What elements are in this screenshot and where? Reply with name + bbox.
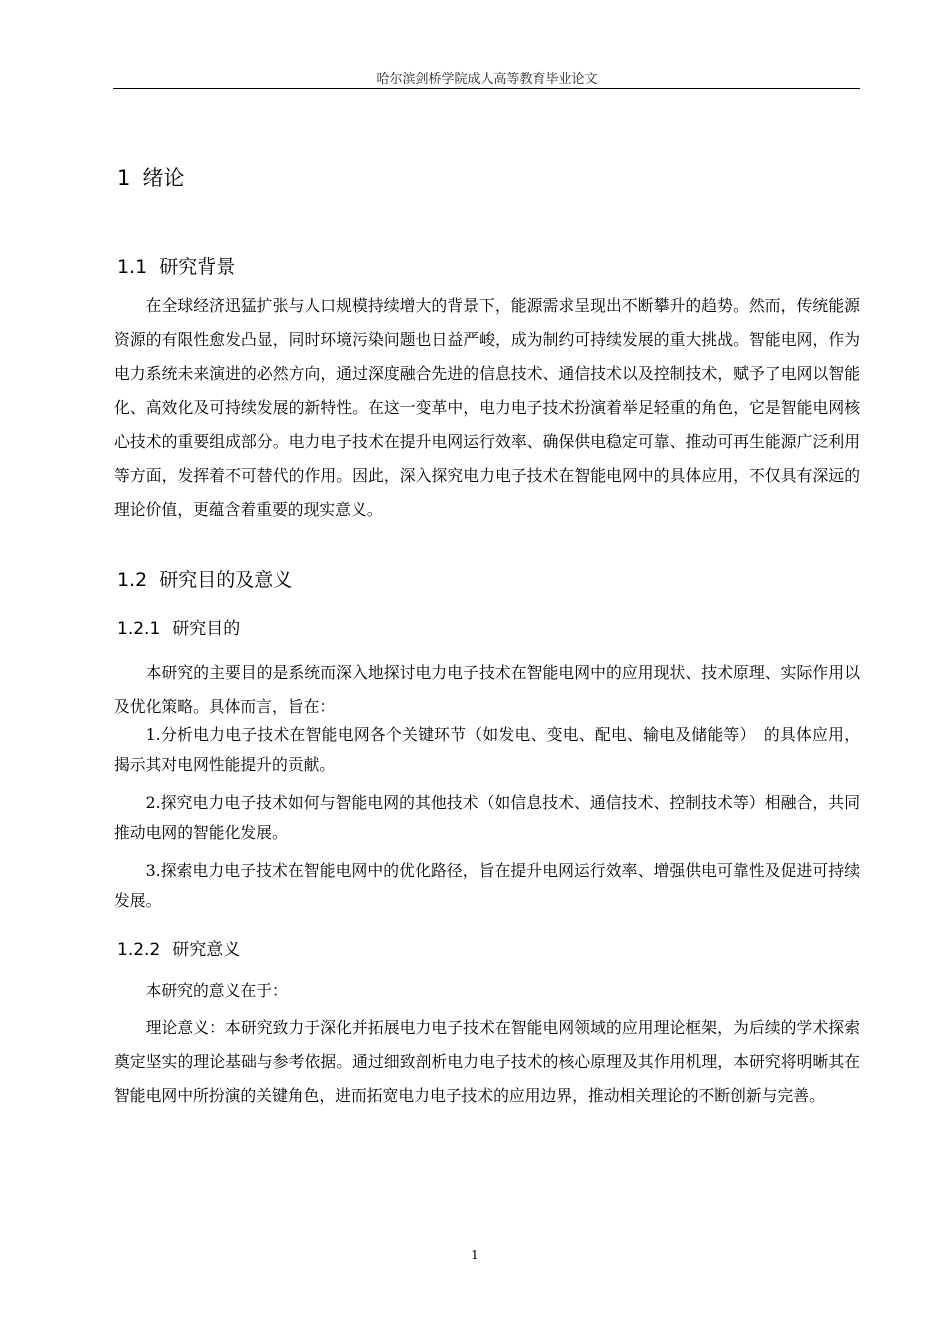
chapter-title: 绪论 <box>142 166 185 190</box>
section-title: 研究背景 <box>159 256 236 278</box>
section-title: 研究目的及意义 <box>159 569 293 591</box>
section-number: 1.2 <box>117 569 148 591</box>
header-divider <box>113 88 860 89</box>
chapter-heading <box>117 162 184 192</box>
running-header: 哈尔滨剑桥学院成人高等教育毕业论文 <box>376 72 598 87</box>
subsection-title: 研究意义 <box>172 940 241 960</box>
section-heading-1-1 <box>117 252 235 279</box>
subsection-heading-1-2-1 <box>117 614 240 639</box>
theoretical-significance-paragraph: 理论意义：本研究致力于深化并拓展电力电子技术在智能电网领域的应用理论框架，为后续的学术探索奠定坚实的理论基础与参考依据。通过细致剖析电力电子技术的核心原理及其作用机理，本研究将明晰其在智能电网中所扮演的关键角色，进而拓宽电力电子技术的应用边界，推动相关理论的不断创新与完善。 <box>114 1018 860 1105</box>
subsection-title: 研究目的 <box>172 619 241 639</box>
subsection-number: 1.2.1 <box>117 619 161 639</box>
purpose-list-item-2: 2.探究电力电子技术如何与智能电网的其他技术（如信息技术、通信技术、控制技术等）相融合，共同推动电网的智能化发展。 <box>114 793 860 842</box>
section-number: 1.1 <box>117 256 148 278</box>
subsection-heading-1-2-2 <box>117 935 240 960</box>
significance-intro-paragraph: 本研究的意义在于： <box>145 981 288 1000</box>
background-paragraph: 在全球经济迅猛扩张与人口规模持续增大的背景下，能源需求呈现出不断攀升的趋势。然而，传统能源资源的有限性愈发凸显，同时环境污染问题也日益严峻，成为制约可持续发展的重大挑战。智能电网，作为电力系统未来演进的必然方向，通过深度融合先进的信息技术、通信技术以及控制技术，赋予了电网以智能化、高效化及可持续发展的新特性。在这一变革中，电力电子技术扮演着举足轻重的角色，它是智能电网核心技术的重要组成部分。电力电子技术在提升电网运行效率、确保供电稳定可靠、推动可再生能源广泛利用等方面，发挥着不可替代的作用。因此，深入探究电力电子技术在智能电网中的具体应用，不仅具有深远的理论价值，更蕴含着重要的现实意义。 <box>114 296 860 519</box>
chapter-number: 1 <box>117 166 131 190</box>
purpose-list-item-3: 3.探索电力电子技术在智能电网中的优化路径，旨在提升电网运行效率、增强供电可靠性及促进可持续发展。 <box>114 861 860 910</box>
purpose-intro-paragraph: 本研究的主要目的是系统而深入地探讨电力电子技术在智能电网中的应用现状、技术原理、实际作用以及优化策略。具体而言，旨在： <box>114 663 860 716</box>
page-number: 1 <box>471 1248 479 1262</box>
subsection-number: 1.2.2 <box>117 940 161 960</box>
section-heading-1-2 <box>117 565 292 592</box>
purpose-list-item-1: 1.分析电力电子技术在智能电网各个关键环节（如发电、变电、配电、输电及储能等） 的具体应用，揭示其对电网性能提升的贡献。 <box>114 725 860 774</box>
